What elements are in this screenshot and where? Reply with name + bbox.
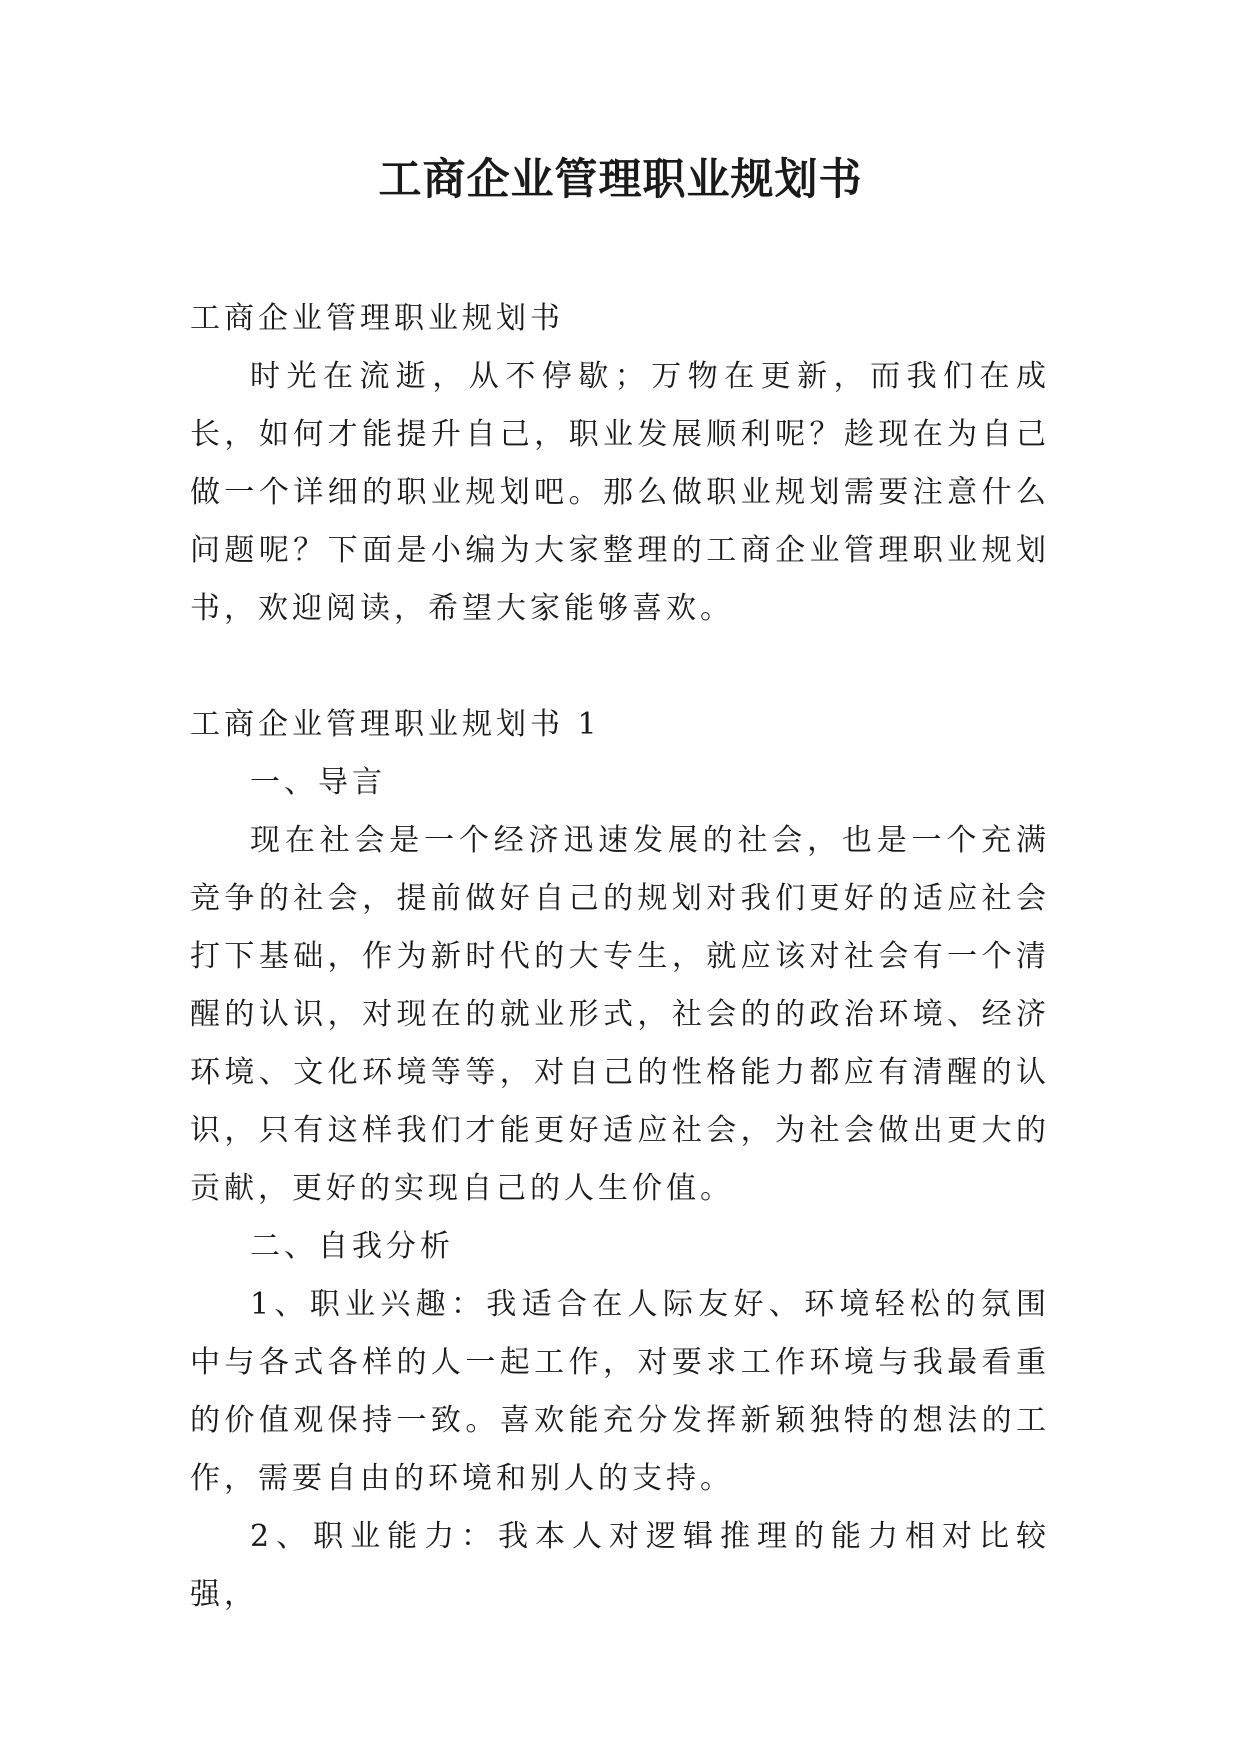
section-1-heading: 工商企业管理职业规划书 1 [190,707,601,742]
subsection-2-heading: 二、自我分析 [250,1229,454,1264]
item-1-paragraph: 1、职业兴趣：我适合在人际友好、环境轻松的氛围中与各式各样的人一起工作，对要求工作环境与我最看重的价值观保持一致。喜欢能充分发挥新颖独特的想法的工作，需要自由的环境和别人的支持。 [190,1287,1050,1496]
document-body [190,290,1050,1624]
intro-paragraph: 时光在流逝，从不停歇；万物在更新，而我们在成长，如何才能提升自己，职业发展顺利呢？趁现在为自己做一个详细的职业规划吧。那么做职业规划需要注意什么问题呢？下面是小编为大家整理的工商企业管理职业规划书，欢迎阅读，希望大家能够喜欢。 [190,359,1050,626]
section-spacer [190,638,1050,696]
subsection-1-heading: 一、导言 [250,765,386,800]
subsection-1-paragraph: 现在社会是一个经济迅速发展的社会，也是一个充满竞争的社会，提前做好自己的规划对我们更好的适应社会打下基础，作为新时代的大专生，就应该对社会有一个清醒的认识，对现在的就业形式，社会的的政治环境、经济环境、文化环境等等，对自己的性格能力都应有清醒的认识，只有这样我们才能更好适应社会，为社会做出更大的贡献，更好的实现自己的人生价值。 [190,823,1050,1206]
document-title: 工商企业管理职业规划书 [378,155,863,205]
intro-heading: 工商企业管理职业规划书 [190,301,564,336]
item-2-paragraph: 2、职业能力：我本人对逻辑推理的能力相对比较强， [190,1519,1050,1612]
